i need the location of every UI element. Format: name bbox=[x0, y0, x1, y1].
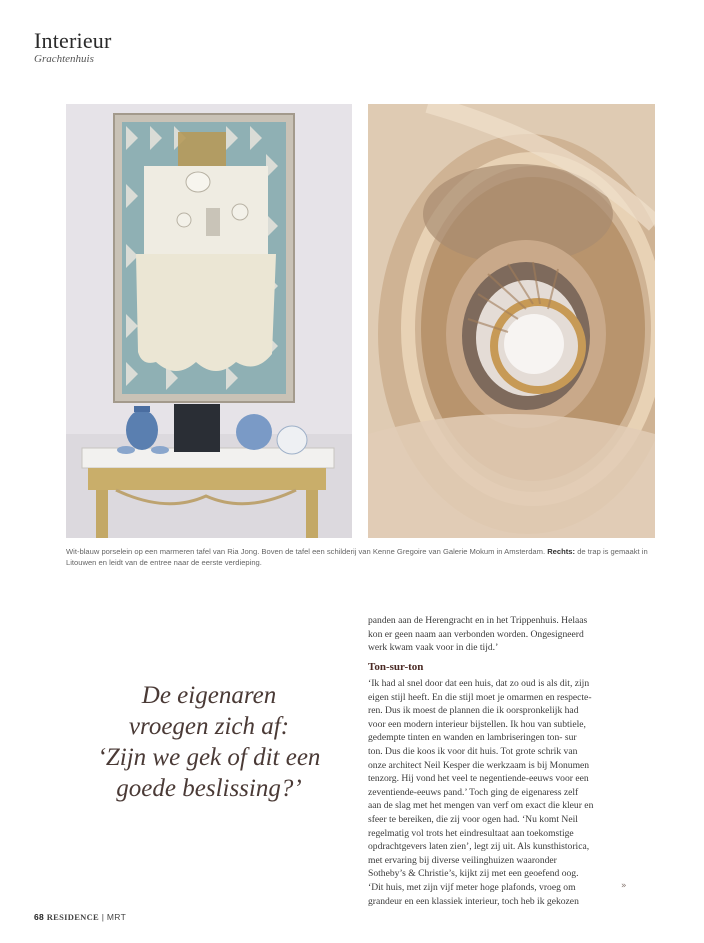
pull-quote-line: De eigenaren bbox=[141, 682, 277, 709]
article-line: ‘Ik had al snel door dat een huis, dat zo oud is als dit, zijn bbox=[368, 678, 590, 689]
article-line: ton. Dus die koos ik voor dit huis. Tot grote schrik van bbox=[368, 745, 578, 757]
article-line: met ervaring bij diverse veilinghuizen waaronder bbox=[368, 854, 557, 866]
pull-quote-line: ‘Zijn we gek of dit een bbox=[97, 744, 321, 771]
article-line: gedempte tinten en wanden en lambriseringen ton- sur bbox=[368, 732, 577, 744]
article-line: regelmatig vol trots het eindresultaat aan toekomstige bbox=[368, 827, 574, 839]
caption-label-right: Rechts: bbox=[547, 547, 576, 556]
article-text-main bbox=[368, 677, 638, 908]
magazine-name: RESIDENCE bbox=[46, 912, 100, 922]
pull-quote-line: goede beslissing?’ bbox=[116, 775, 302, 802]
article-line: opdrachtgevers laten zien’, legt zij uit. Als kunsthistorica, bbox=[368, 841, 590, 853]
pull-quote-line: vroegen zich af: bbox=[128, 713, 290, 740]
article-line: grandeur en een klassiek interieur, toch heb ik gekozen bbox=[368, 895, 579, 907]
section-subtitle: Grachtenhuis bbox=[34, 53, 94, 65]
footer-separator: | bbox=[101, 912, 105, 922]
page-footer bbox=[34, 912, 126, 922]
page-number: 68 bbox=[34, 912, 45, 922]
porcelain-table-illustration bbox=[66, 104, 352, 538]
article-text-top bbox=[368, 614, 638, 655]
caption-text-right: de trap is gemaakt in Litouwen en leidt van de entree naar de eerste verdieping. bbox=[66, 547, 648, 567]
article-line: tenzorg. Hij vond het veel te negentiende-eeuws voor een bbox=[368, 773, 589, 785]
article-line: onze architect Neil Kesper die werkzaam is bij Monumen bbox=[368, 759, 590, 771]
photo-porcelain-table bbox=[66, 104, 352, 538]
caption-text-left: Wit-blauw porselein op een marmeren tafel van Ria Jong. Boven de tafel een schilderij van Kenne Gregoire van Galerie Mokum in Amsterdam. bbox=[66, 547, 546, 556]
article-line: aan de slag met het mengen van verf om exact die kleur en bbox=[368, 800, 594, 812]
article-line: eigen stijl heeft. En die stijl moet je omarmen en respecte- bbox=[368, 691, 592, 703]
article-line: werk kwam vaak voor in die tijd.’ bbox=[368, 642, 499, 654]
article-line: kon er geen naam aan verbonden worden. Ongesigneerd bbox=[368, 628, 584, 640]
article-subheading: Ton-sur-ton bbox=[368, 661, 424, 673]
staircase-illustration bbox=[368, 104, 655, 538]
article-line: zeventiende-eeuws pand.’ Toch ging de eigenaress zelf bbox=[368, 786, 579, 798]
photo-spiral-staircase bbox=[368, 104, 655, 538]
article-line: sfeer te bereiken, die zij voor ogen had. ‘Nu komt Neil bbox=[368, 813, 578, 825]
section-title: Interieur bbox=[34, 28, 112, 53]
article-line: panden aan de Herengracht en in het Trippenhuis. Helaas bbox=[368, 615, 588, 626]
article-line: voor een modern interieur bijstellen. Ik hou van subtiele, bbox=[368, 718, 586, 730]
pull-quote bbox=[66, 680, 352, 804]
continue-arrow-icon: » bbox=[621, 881, 627, 891]
issue-label: MRT bbox=[106, 912, 127, 922]
article-line: Sotheby’s & Christie’s, kijkt zij met een geoefend oog. bbox=[368, 868, 579, 880]
article-line: ren. Dus ik moest de plannen die ik oorspronkelijk had bbox=[368, 705, 579, 717]
photo-caption bbox=[66, 546, 666, 568]
article-line: ‘Dit huis, met zijn vijf meter hoge plafonds, vroeg om bbox=[368, 881, 576, 893]
